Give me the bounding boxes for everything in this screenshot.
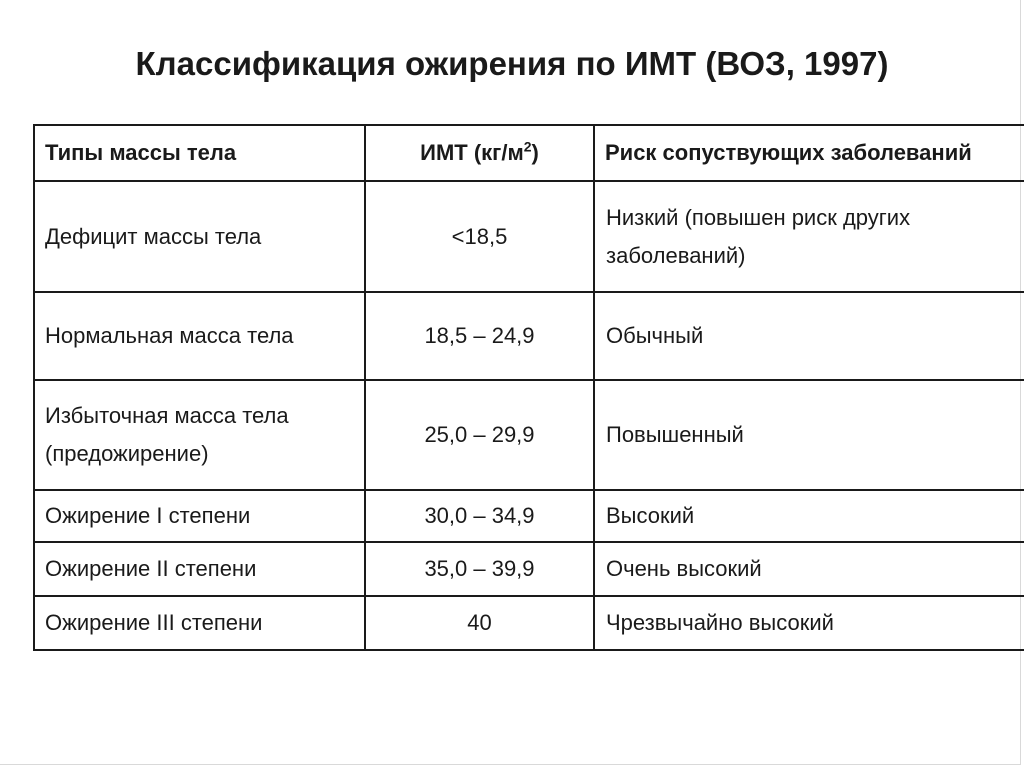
header-bmi: [365, 125, 594, 181]
cell-body-type: Ожирение III степени: [34, 596, 365, 650]
table-row: [34, 490, 1024, 542]
header-bmi-suffix: ): [531, 140, 539, 165]
cell-risk: Чрезвычайно высокий: [594, 596, 1024, 650]
cell-risk: Высокий: [594, 490, 1024, 542]
cell-risk: Повышенный: [594, 380, 1024, 490]
cell-bmi: 25,0 – 29,9: [365, 380, 594, 490]
table-row: [34, 596, 1024, 650]
table-header-row: [34, 125, 1024, 181]
cell-bmi: 18,5 – 24,9: [365, 292, 594, 380]
cell-risk: Обычный: [594, 292, 1024, 380]
cell-body-type: Нормальная масса тела: [34, 292, 365, 380]
table-row: [34, 542, 1024, 596]
cell-bmi: 35,0 – 39,9: [365, 542, 594, 596]
cell-body-type: Дефицит массы тела: [34, 181, 365, 292]
cell-bmi: 30,0 – 34,9: [365, 490, 594, 542]
cell-bmi: <18,5: [365, 181, 594, 292]
cell-risk: Низкий (повышен риск других заболеваний): [594, 181, 1024, 292]
cell-body-type: Избыточная масса тела (предожирение): [34, 380, 365, 490]
table-row: [34, 181, 1024, 292]
cell-body-type: Ожирение II степени: [34, 542, 365, 596]
header-body-type: Типы массы тела: [34, 125, 365, 181]
header-bmi-prefix: ИМТ (кг/м: [420, 140, 524, 165]
cell-bmi: 40: [365, 596, 594, 650]
table-row: [34, 292, 1024, 380]
bmi-classification-table: [33, 124, 1024, 651]
header-bmi-superscript: 2: [523, 138, 532, 155]
header-risk: Риск сопуствующих заболеваний: [594, 125, 1024, 181]
cell-risk: Очень высокий: [594, 542, 1024, 596]
cell-body-type: Ожирение I степени: [34, 490, 365, 542]
table-row: [34, 380, 1024, 490]
slide-title: Классификация ожирения по ИМТ (ВОЗ, 1997): [135, 45, 889, 82]
